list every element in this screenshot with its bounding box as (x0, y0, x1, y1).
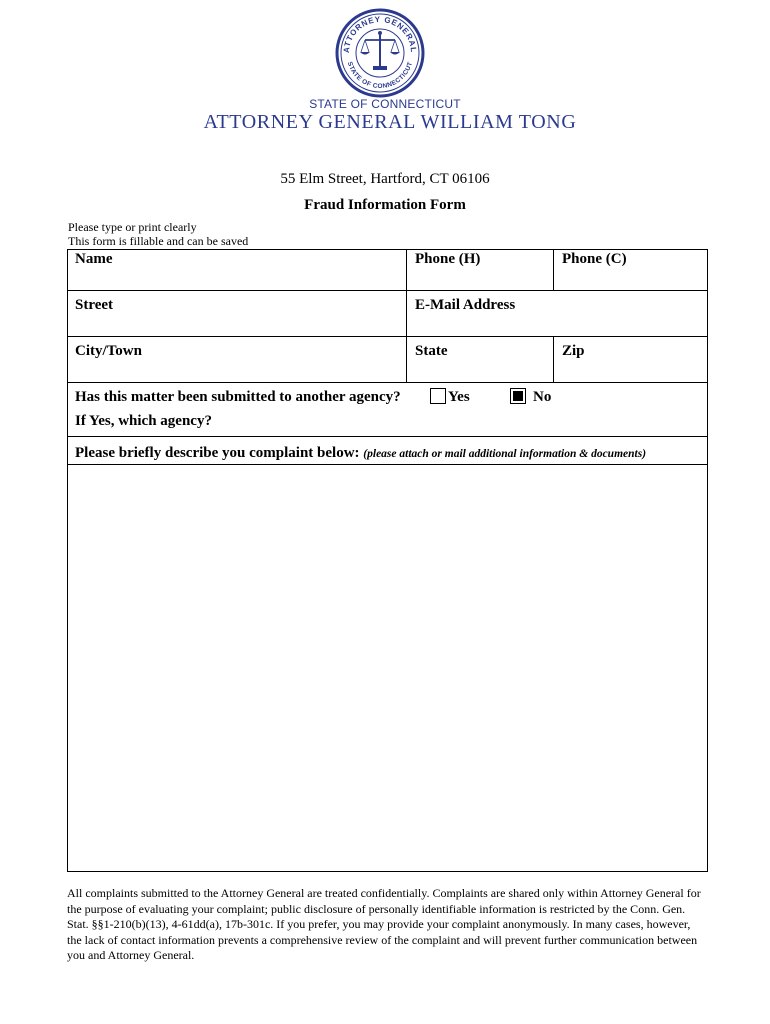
column-divider (406, 250, 407, 382)
no-label: No (533, 389, 552, 405)
street-field-label[interactable]: Street (75, 297, 114, 313)
describe-note: (please attach or mail additional information & documents) (363, 448, 647, 460)
row-divider (68, 382, 707, 383)
which-agency-field-label[interactable]: If Yes, which agency? (75, 413, 212, 429)
yes-checkbox[interactable] (430, 388, 446, 404)
column-divider (553, 336, 554, 382)
confidentiality-notice: All complaints submitted to the Attorney General are treated confidentially. Complaints are shared only within Attorney General for the purpose of evaluating your complaint; public disclosure of personally identifiable information is restricted by the Conn. Gen. Stat. §§1-210(b)(13), 4-61dd(a), 17b-301c. If you prefer, you may provide your complaint anonymously. In many cases, however, the lack of contact information prevents a comprehensive review of the complaint and will prevent further communication between you and Attorney General. (67, 886, 701, 962)
phone-cell-field-label[interactable]: Phone (C) (562, 251, 627, 267)
name-field-label[interactable]: Name (75, 251, 113, 267)
row-divider (68, 290, 707, 291)
instruction-line-2: This form is fillable and can be saved (68, 234, 249, 248)
state-field-label[interactable]: State (415, 343, 448, 359)
svg-text:STATE OF CONNECTICUT: STATE OF CONNECTICUT (345, 60, 415, 91)
zip-field-label[interactable]: Zip (562, 343, 585, 359)
yes-label: Yes (448, 389, 470, 405)
row-divider (68, 436, 707, 437)
attorney-general-title: ATTORNEY GENERAL WILLIAM TONG (203, 111, 577, 133)
no-checkbox[interactable] (510, 388, 526, 404)
email-field-label[interactable]: E-Mail Address (415, 297, 516, 313)
complaint-description-label (75, 445, 646, 462)
describe-text: Please briefly describe you complaint below: (75, 445, 360, 461)
phone-home-field-label[interactable]: Phone (H) (415, 251, 481, 267)
state-heading: STATE OF CONNECTICUT (309, 97, 461, 111)
column-divider (553, 250, 554, 290)
form-title: Fraud Information Form (304, 197, 466, 213)
row-divider (68, 336, 707, 337)
agency-question: Has this matter been submitted to another agency? (75, 389, 401, 405)
city-field-label[interactable]: City/Town (75, 343, 142, 359)
complaint-description-textarea[interactable] (68, 464, 707, 872)
instruction-line-1: Please type or print clearly (68, 220, 197, 234)
attorney-general-seal-icon (335, 8, 425, 98)
fraud-form-table (67, 249, 708, 872)
svg-text:ATTORNEY GENERAL: ATTORNEY GENERAL (341, 14, 419, 54)
office-address: 55 Elm Street, Hartford, CT 06106 (280, 171, 490, 187)
